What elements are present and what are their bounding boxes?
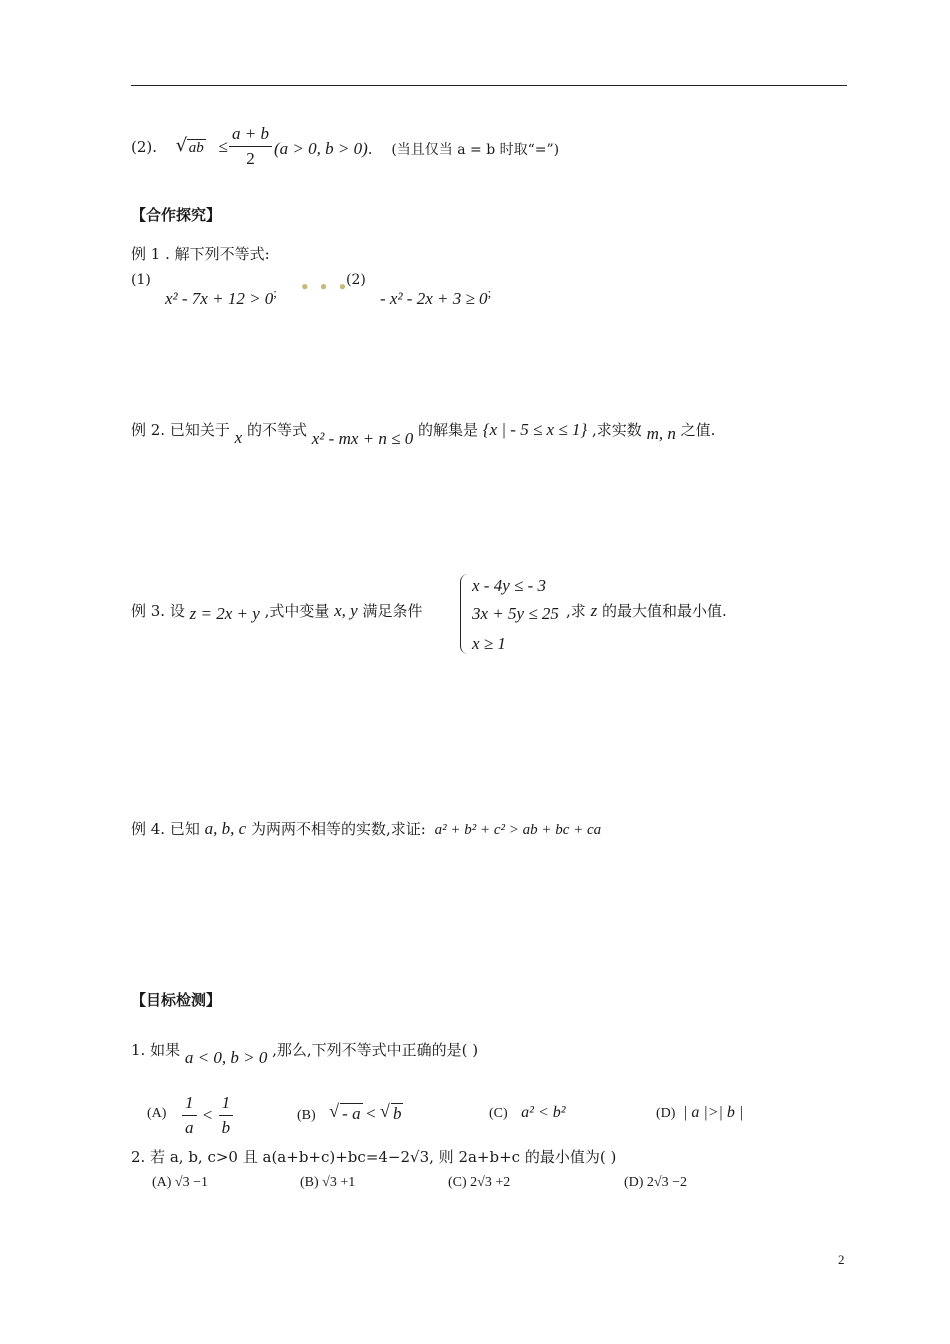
item2-fraction: $\frac{a + b}{2}$	[227, 124, 274, 169]
q1-option-d: (D) | a |>| b |	[656, 1104, 744, 1121]
constraint-1: x - 4y ≤ - 3	[472, 576, 546, 595]
example-3: 例 3. 设 z = 2x + y ,式中变量 x, y 满足条件	[131, 601, 423, 623]
question-2: 2. 若 a, b, c>0 且 a(a+b+c)+bc=4−2√3, 则 2a+b+c 的最小值为( )	[131, 1148, 617, 1166]
question-1: 1. 如果 a < 0, b > 0 ,那么,下列不等式中正确的是( )	[131, 1041, 479, 1067]
q2-option-d: (D) 2√3 −2	[624, 1175, 688, 1190]
decor-dots: • • •	[300, 278, 350, 296]
ex1-p1-expr: x² - 7x + 12 > 0;	[165, 285, 277, 308]
q1-option-c: (C) a² < b²	[489, 1104, 566, 1121]
item-2	[131, 135, 228, 156]
q2-option-b: (B) √3 +1	[300, 1175, 356, 1190]
ex1-p1-label: (1)	[131, 272, 151, 288]
example-4: 例 4. 已知 a, b, c 为两两不相等的实数,求证: a² + b² + c² > ab + bc + ca	[131, 819, 602, 838]
equality-note: (当且仅当 a = b 时取“=”)	[391, 142, 560, 158]
q1-option-a-expr: $\frac{1}{a}$ < $\frac{1}{b}$	[180, 1093, 235, 1138]
constraint-3: x ≥ 1	[472, 634, 506, 653]
item2-cond: (a > 0, b > 0). (当且仅当 a = b 时取“=”)	[274, 139, 560, 158]
example-2: 例 2. 已知关于 x 的不等式 x² - mx + n ≤ 0 的解集是 {x | - 5 ≤ x ≤ 1} ,求实数 m, n 之值.	[131, 420, 716, 448]
item2-label: (2).	[131, 138, 158, 156]
section-cooperation: 【合作探究】	[131, 206, 222, 224]
ex1-p2-expr: - x² - 2x + 3 ≥ 0;	[380, 285, 492, 308]
sqrt-ab: √ ab	[175, 135, 204, 156]
constraint-2: 3x + 5y ≤ 25	[472, 604, 559, 623]
page-number: 2	[838, 1252, 845, 1267]
section-target-check: 【目标检测】	[131, 991, 222, 1009]
header-rule	[131, 85, 847, 86]
q1-option-a: (A)	[147, 1106, 167, 1121]
left-brace	[460, 574, 469, 654]
q2-option-a: (A) √3 −1	[152, 1175, 209, 1190]
q2-option-c: (C) 2√3 +2	[448, 1175, 511, 1190]
q1-option-b: (B) √ - a < √ b	[297, 1101, 402, 1123]
le-sign: ≤	[218, 137, 228, 156]
example-1-title: 例 1 . 解下列不等式:	[131, 245, 270, 263]
example-3-tail: ,求 z 的最大值和最小值.	[566, 601, 727, 620]
ex1-p2-label: (2)	[346, 272, 366, 288]
